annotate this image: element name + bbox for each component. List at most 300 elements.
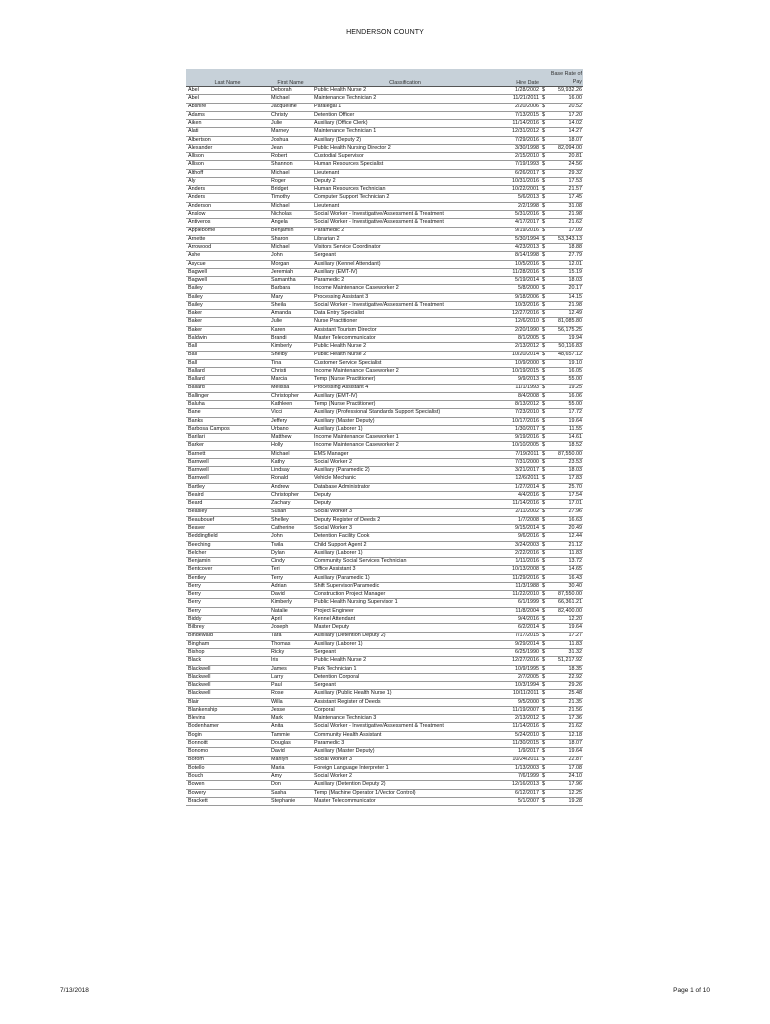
- cell-last-name: Anders: [186, 186, 269, 194]
- cell-last-name: Bailey: [186, 285, 269, 293]
- cell-currency: $: [541, 301, 550, 309]
- cell-currency: $: [541, 334, 550, 342]
- cell-hire-date: 11/14/2016: [498, 120, 541, 128]
- table-row: [186, 244, 583, 252]
- cell-last-name: Bingham: [186, 640, 269, 648]
- cell-hire-date: 10/22/2001: [498, 186, 541, 194]
- cell-currency: $: [541, 227, 550, 235]
- cell-hire-date: 3/24/2003: [498, 541, 541, 549]
- cell-currency: $: [541, 690, 550, 698]
- col-header-last-name: Last Name: [186, 69, 269, 87]
- cell-hire-date: 7/31/2000: [498, 458, 541, 466]
- table-row: [186, 442, 583, 450]
- cell-classification: Master Telecommunicator: [312, 797, 498, 805]
- cell-classification: Construction Project Manager: [312, 591, 498, 599]
- table-row: [186, 607, 583, 615]
- cell-classification: Maintenance Technician 2: [312, 95, 498, 103]
- cell-first-name: Andrew: [269, 483, 312, 491]
- cell-hire-date: 9/5/2000: [498, 698, 541, 706]
- cell-last-name: Ballinger: [186, 392, 269, 400]
- cell-hire-date: 1/27/2014: [498, 483, 541, 491]
- table-row: [186, 268, 583, 276]
- cell-hire-date: 2/7/2005: [498, 673, 541, 681]
- cell-hire-date: 2/15/2010: [498, 153, 541, 161]
- cell-first-name: Samantha: [269, 277, 312, 285]
- col-header-base-rate-line1: Base Rate of: [550, 70, 583, 77]
- table-row: [186, 458, 583, 466]
- cell-first-name: Don: [269, 781, 312, 789]
- cell-first-name: Lindsay: [269, 467, 312, 475]
- cell-base-rate: 12.01: [550, 260, 583, 268]
- cell-currency: $: [541, 781, 550, 789]
- cell-first-name: Dylan: [269, 549, 312, 557]
- col-header-base-rate: [541, 69, 583, 87]
- cell-currency: $: [541, 756, 550, 764]
- cell-classification: EMS Manager: [312, 450, 498, 458]
- cell-first-name: Marney: [269, 128, 312, 136]
- cell-last-name: Banks: [186, 417, 269, 425]
- cell-hire-date: 2/22/2016: [498, 549, 541, 557]
- cell-base-rate: 19.64: [550, 624, 583, 632]
- cell-classification: Income Maintenance Caseworker 2: [312, 368, 498, 376]
- table-row: [186, 177, 583, 185]
- table-row: [186, 277, 583, 285]
- cell-last-name: Antiveros: [186, 219, 269, 227]
- cell-currency: $: [541, 475, 550, 483]
- cell-currency: $: [541, 533, 550, 541]
- cell-first-name: Christopher: [269, 492, 312, 500]
- cell-first-name: Maria: [269, 764, 312, 772]
- cell-base-rate: 11.55: [550, 425, 583, 433]
- cell-last-name: Black: [186, 657, 269, 665]
- cell-first-name: Shelley: [269, 516, 312, 524]
- cell-last-name: Berry: [186, 599, 269, 607]
- cell-first-name: Anita: [269, 723, 312, 731]
- cell-base-rate: 21.56: [550, 706, 583, 714]
- cell-last-name: Beaird: [186, 492, 269, 500]
- cell-first-name: Terry: [269, 574, 312, 582]
- cell-last-name: Blair: [186, 698, 269, 706]
- cell-hire-date: 10/3/1994: [498, 682, 541, 690]
- cell-currency: $: [541, 244, 550, 252]
- cell-currency: $: [541, 235, 550, 243]
- table-row: [186, 574, 583, 582]
- cell-base-rate: 12.49: [550, 310, 583, 318]
- cell-hire-date: 10/5/2016: [498, 260, 541, 268]
- cell-currency: $: [541, 219, 550, 227]
- cell-hire-date: 9/18/2006: [498, 293, 541, 301]
- cell-classification: Social Worker - Investigative/Assessment & Treatment: [312, 723, 498, 731]
- cell-classification: Auxiliary (Paramedic 2): [312, 467, 498, 475]
- cell-last-name: Ball: [186, 351, 269, 359]
- cell-hire-date: 2/2/1998: [498, 202, 541, 210]
- cell-classification: Auxiliary (Public Health Nurse 1): [312, 690, 498, 698]
- cell-hire-date: 4/4/2016: [498, 492, 541, 500]
- cell-base-rate: 19.10: [550, 359, 583, 367]
- cell-last-name: Aiken: [186, 120, 269, 128]
- cell-base-rate: 19.94: [550, 334, 583, 342]
- cell-hire-date: 11/8/2004: [498, 607, 541, 615]
- table-row: [186, 682, 583, 690]
- cell-currency: $: [541, 293, 550, 301]
- cell-last-name: Althoff: [186, 169, 269, 177]
- cell-first-name: Robert: [269, 153, 312, 161]
- cell-currency: $: [541, 260, 550, 268]
- cell-hire-date: 10/20/2014: [498, 351, 541, 359]
- cell-last-name: Aly: [186, 177, 269, 185]
- cell-base-rate: 55.00: [550, 401, 583, 409]
- cell-currency: $: [541, 177, 550, 185]
- cell-base-rate: 21.98: [550, 210, 583, 218]
- cell-classification: Deputy 2: [312, 177, 498, 185]
- cell-base-rate: 31.08: [550, 202, 583, 210]
- cell-first-name: Tammie: [269, 731, 312, 739]
- cell-last-name: Blankenship: [186, 706, 269, 714]
- cell-currency: $: [541, 450, 550, 458]
- cell-currency: $: [541, 607, 550, 615]
- cell-base-rate: 17.96: [550, 781, 583, 789]
- cell-last-name: Barbosa Campos: [186, 425, 269, 433]
- table-row: [186, 649, 583, 657]
- cell-last-name: Bindewald: [186, 632, 269, 640]
- cell-base-rate: 30.40: [550, 582, 583, 590]
- cell-first-name: Cindy: [269, 558, 312, 566]
- cell-last-name: Botello: [186, 764, 269, 772]
- cell-hire-date: 8/4/2008: [498, 392, 541, 400]
- cell-classification: Shift Supervisor/Paramedic: [312, 582, 498, 590]
- cell-currency: $: [541, 310, 550, 318]
- cell-last-name: Blackwell: [186, 682, 269, 690]
- cell-last-name: Arrowood: [186, 244, 269, 252]
- cell-last-name: Benjamin: [186, 558, 269, 566]
- cell-currency: $: [541, 434, 550, 442]
- cell-first-name: Kathleen: [269, 401, 312, 409]
- cell-base-rate: 55.00: [550, 376, 583, 384]
- cell-base-rate: 21.62: [550, 219, 583, 227]
- cell-hire-date: 8/13/2012: [498, 401, 541, 409]
- cell-first-name: Thomas: [269, 640, 312, 648]
- cell-first-name: Brandi: [269, 334, 312, 342]
- cell-base-rate: 14.65: [550, 566, 583, 574]
- table-row: [186, 781, 583, 789]
- cell-currency: $: [541, 458, 550, 466]
- cell-last-name: Arnette: [186, 235, 269, 243]
- cell-base-rate: 17.36: [550, 715, 583, 723]
- cell-classification: Auxiliary (Master Deputy): [312, 417, 498, 425]
- cell-classification: Temp (Nurse Practitioner): [312, 376, 498, 384]
- cell-hire-date: 5/6/2013: [498, 194, 541, 202]
- cell-currency: $: [541, 657, 550, 665]
- cell-first-name: Amanda: [269, 310, 312, 318]
- cell-hire-date: 6/1/1999: [498, 599, 541, 607]
- cell-hire-date: 10/3/2016: [498, 301, 541, 309]
- cell-last-name: Berry: [186, 607, 269, 615]
- cell-classification: Deputy Register of Deeds 2: [312, 516, 498, 524]
- cell-currency: $: [541, 384, 550, 392]
- cell-hire-date: 2/13/2012: [498, 715, 541, 723]
- cell-last-name: Applebome: [186, 227, 269, 235]
- cell-last-name: Bilbrey: [186, 624, 269, 632]
- table-row: [186, 616, 583, 624]
- cell-classification: Detention Facility Cook: [312, 533, 498, 541]
- cell-base-rate: 87,550.00: [550, 450, 583, 458]
- cell-base-rate: 50,116.83: [550, 343, 583, 351]
- cell-base-rate: 87,550.00: [550, 591, 583, 599]
- cell-classification: Maintenance Technician 3: [312, 715, 498, 723]
- cell-last-name: Bartley: [186, 483, 269, 491]
- table-row: [186, 186, 583, 194]
- cell-hire-date: 1/11/2016: [498, 558, 541, 566]
- cell-currency: $: [541, 442, 550, 450]
- cell-last-name: Beeching: [186, 541, 269, 549]
- table-row: [186, 417, 583, 425]
- cell-base-rate: 56,175.25: [550, 326, 583, 334]
- cell-base-rate: 12.20: [550, 616, 583, 624]
- cell-currency: $: [541, 516, 550, 524]
- cell-first-name: Larry: [269, 673, 312, 681]
- cell-base-rate: 16.43: [550, 574, 583, 582]
- cell-currency: $: [541, 161, 550, 169]
- table-row: [186, 95, 583, 103]
- cell-first-name: John: [269, 252, 312, 260]
- table-row: [186, 409, 583, 417]
- cell-classification: Auxiliary (Kennel Attendant): [312, 260, 498, 268]
- cell-base-rate: 19.28: [550, 797, 583, 805]
- cell-hire-date: 8/1/2005: [498, 334, 541, 342]
- cell-classification: Data Entry Specialist: [312, 310, 498, 318]
- cell-classification: Public Health Nursing Director 2: [312, 144, 498, 152]
- cell-last-name: Bane: [186, 409, 269, 417]
- table-row: [186, 293, 583, 301]
- table-row: [186, 706, 583, 714]
- table-row: [186, 202, 583, 210]
- cell-base-rate: 51,217.92: [550, 657, 583, 665]
- cell-classification: Visitors Service Coordinator: [312, 244, 498, 252]
- cell-first-name: Michael: [269, 450, 312, 458]
- cell-first-name: Shannon: [269, 161, 312, 169]
- cell-currency: $: [541, 508, 550, 516]
- table-row: [186, 558, 583, 566]
- cell-currency: $: [541, 169, 550, 177]
- table-row: [186, 582, 583, 590]
- cell-currency: $: [541, 541, 550, 549]
- cell-hire-date: 7/6/1999: [498, 773, 541, 781]
- cell-hire-date: 7/19/1993: [498, 161, 541, 169]
- cell-classification: Assistant Register of Deeds: [312, 698, 498, 706]
- cell-last-name: Adams: [186, 111, 269, 119]
- cell-first-name: Holly: [269, 442, 312, 450]
- cell-classification: Sergeant: [312, 649, 498, 657]
- cell-base-rate: 59,932.26: [550, 87, 583, 95]
- cell-classification: Auxiliary (Professional Standards Support Specialist): [312, 409, 498, 417]
- cell-currency: $: [541, 574, 550, 582]
- cell-base-rate: 18.88: [550, 244, 583, 252]
- cell-last-name: Alexander: [186, 144, 269, 152]
- cell-classification: Vehicle Mechanic: [312, 475, 498, 483]
- cell-classification: Social Worker 3: [312, 756, 498, 764]
- cell-currency: $: [541, 525, 550, 533]
- cell-hire-date: 5/31/2016: [498, 210, 541, 218]
- cell-last-name: Abel: [186, 87, 269, 95]
- cell-currency: $: [541, 277, 550, 285]
- cell-currency: $: [541, 665, 550, 673]
- table-row: [186, 384, 583, 392]
- cell-first-name: Ronald: [269, 475, 312, 483]
- cell-last-name: Bonomo: [186, 748, 269, 756]
- cell-first-name: Michael: [269, 244, 312, 252]
- cell-hire-date: 1/30/2017: [498, 425, 541, 433]
- table-row: [186, 144, 583, 152]
- cell-hire-date: 10/13/2008: [498, 566, 541, 574]
- cell-classification: Kennel Attendant: [312, 616, 498, 624]
- cell-last-name: Barnwell: [186, 467, 269, 475]
- cell-first-name: Douglas: [269, 739, 312, 747]
- table-row: [186, 153, 583, 161]
- cell-first-name: Jeremiah: [269, 268, 312, 276]
- cell-currency: $: [541, 500, 550, 508]
- table-row: [186, 665, 583, 673]
- footer-date: 7/13/2018: [60, 987, 89, 994]
- cell-currency: $: [541, 492, 550, 500]
- cell-base-rate: 17.20: [550, 111, 583, 119]
- cell-hire-date: 2/11/2002: [498, 508, 541, 516]
- cell-classification: Child Support Agent 2: [312, 541, 498, 549]
- cell-classification: Nurse Practitioner: [312, 318, 498, 326]
- table-row: [186, 161, 583, 169]
- cell-currency: $: [541, 789, 550, 797]
- table-row: [186, 541, 583, 549]
- cell-classification: Park Technician 1: [312, 665, 498, 673]
- cell-hire-date: 1/28/2002: [498, 87, 541, 95]
- cell-first-name: Joshua: [269, 136, 312, 144]
- cell-classification: Income Maintenance Caseworker 1: [312, 434, 498, 442]
- cell-currency: $: [541, 673, 550, 681]
- cell-last-name: Baker: [186, 310, 269, 318]
- cell-hire-date: 11/22/2010: [498, 591, 541, 599]
- cell-first-name: Michael: [269, 202, 312, 210]
- cell-first-name: Sasha: [269, 789, 312, 797]
- table-row: [186, 401, 583, 409]
- cell-hire-date: 11/29/2016: [498, 574, 541, 582]
- cell-currency: $: [541, 773, 550, 781]
- cell-base-rate: 23.53: [550, 458, 583, 466]
- cell-hire-date: 11/30/2015: [498, 739, 541, 747]
- cell-currency: $: [541, 599, 550, 607]
- cell-classification: Social Worker - Investigative/Assessment & Treatment: [312, 219, 498, 227]
- table-row: [186, 285, 583, 293]
- cell-first-name: Kimberly: [269, 599, 312, 607]
- table-row: [186, 194, 583, 202]
- cell-last-name: Bagwell: [186, 268, 269, 276]
- cell-last-name: Ball: [186, 343, 269, 351]
- cell-currency: $: [541, 202, 550, 210]
- cell-hire-date: 1/9/2017: [498, 748, 541, 756]
- cell-last-name: Ball: [186, 359, 269, 367]
- cell-last-name: Beaver: [186, 525, 269, 533]
- cell-last-name: Brackett: [186, 797, 269, 805]
- cell-hire-date: 5/30/1994: [498, 235, 541, 243]
- cell-last-name: Barilari: [186, 434, 269, 442]
- cell-currency: $: [541, 549, 550, 557]
- cell-classification: Auxiliary (Deputy 2): [312, 136, 498, 144]
- cell-currency: $: [541, 87, 550, 95]
- cell-base-rate: 15.19: [550, 268, 583, 276]
- cell-last-name: Belcher: [186, 549, 269, 557]
- cell-currency: $: [541, 566, 550, 574]
- cell-base-rate: 81,085.80: [550, 318, 583, 326]
- cell-first-name: Julie: [269, 120, 312, 128]
- cell-base-rate: 27.79: [550, 252, 583, 260]
- cell-last-name: Borom: [186, 756, 269, 764]
- cell-first-name: Nicholas: [269, 210, 312, 218]
- cell-classification: Processing Assistant 3: [312, 293, 498, 301]
- table-row: [186, 756, 583, 764]
- cell-classification: Project Engineer: [312, 607, 498, 615]
- cell-classification: Social Worker 3: [312, 525, 498, 533]
- table-row: [186, 723, 583, 731]
- table-row: [186, 120, 583, 128]
- cell-last-name: Bailey: [186, 301, 269, 309]
- cell-first-name: Tara: [269, 632, 312, 640]
- cell-base-rate: 13.72: [550, 558, 583, 566]
- cell-classification: Auxiliary (EMT-IV): [312, 392, 498, 400]
- cell-first-name: Amy: [269, 773, 312, 781]
- table-row: [186, 690, 583, 698]
- cell-first-name: Susan: [269, 508, 312, 516]
- cell-last-name: Bowen: [186, 781, 269, 789]
- cell-base-rate: 12.44: [550, 533, 583, 541]
- cell-hire-date: 1/13/2003: [498, 764, 541, 772]
- cell-hire-date: 6/25/1990: [498, 649, 541, 657]
- cell-classification: Maintenance Technician 1: [312, 128, 498, 136]
- cell-classification: Paramedic 2: [312, 227, 498, 235]
- table-row: [186, 591, 583, 599]
- cell-classification: Social Worker - Investigative/Assessment & Treatment: [312, 210, 498, 218]
- cell-base-rate: 17.27: [550, 632, 583, 640]
- table-row: [186, 318, 583, 326]
- cell-currency: $: [541, 632, 550, 640]
- cell-hire-date: 7/29/2016: [498, 136, 541, 144]
- col-header-classification: Classification: [312, 69, 498, 87]
- cell-last-name: Beddingfield: [186, 533, 269, 541]
- cell-last-name: Baker: [186, 326, 269, 334]
- cell-last-name: Berry: [186, 591, 269, 599]
- table-row: [186, 334, 583, 342]
- cell-base-rate: 20.17: [550, 285, 583, 293]
- cell-hire-date: 4/17/2017: [498, 219, 541, 227]
- employee-table: [186, 69, 583, 806]
- cell-last-name: Bowery: [186, 789, 269, 797]
- cell-last-name: Barnwell: [186, 458, 269, 466]
- table-row: [186, 698, 583, 706]
- cell-currency: $: [541, 698, 550, 706]
- cell-last-name: Barnett: [186, 450, 269, 458]
- cell-hire-date: 12/6/2011: [498, 475, 541, 483]
- cell-classification: Income Maintenance Caseworker 2: [312, 442, 498, 450]
- cell-classification: Auxiliary (Detention Deputy 2): [312, 632, 498, 640]
- cell-hire-date: 9/9/2013: [498, 376, 541, 384]
- cell-base-rate: 66,361.21: [550, 599, 583, 607]
- cell-currency: $: [541, 417, 550, 425]
- table-row: [186, 748, 583, 756]
- cell-last-name: Alati: [186, 128, 269, 136]
- cell-base-rate: 12.25: [550, 789, 583, 797]
- cell-base-rate: 12.18: [550, 731, 583, 739]
- cell-base-rate: 16.05: [550, 368, 583, 376]
- cell-hire-date: 9/19/2016: [498, 227, 541, 235]
- cell-last-name: Bishop: [186, 649, 269, 657]
- cell-base-rate: 17.53: [550, 177, 583, 185]
